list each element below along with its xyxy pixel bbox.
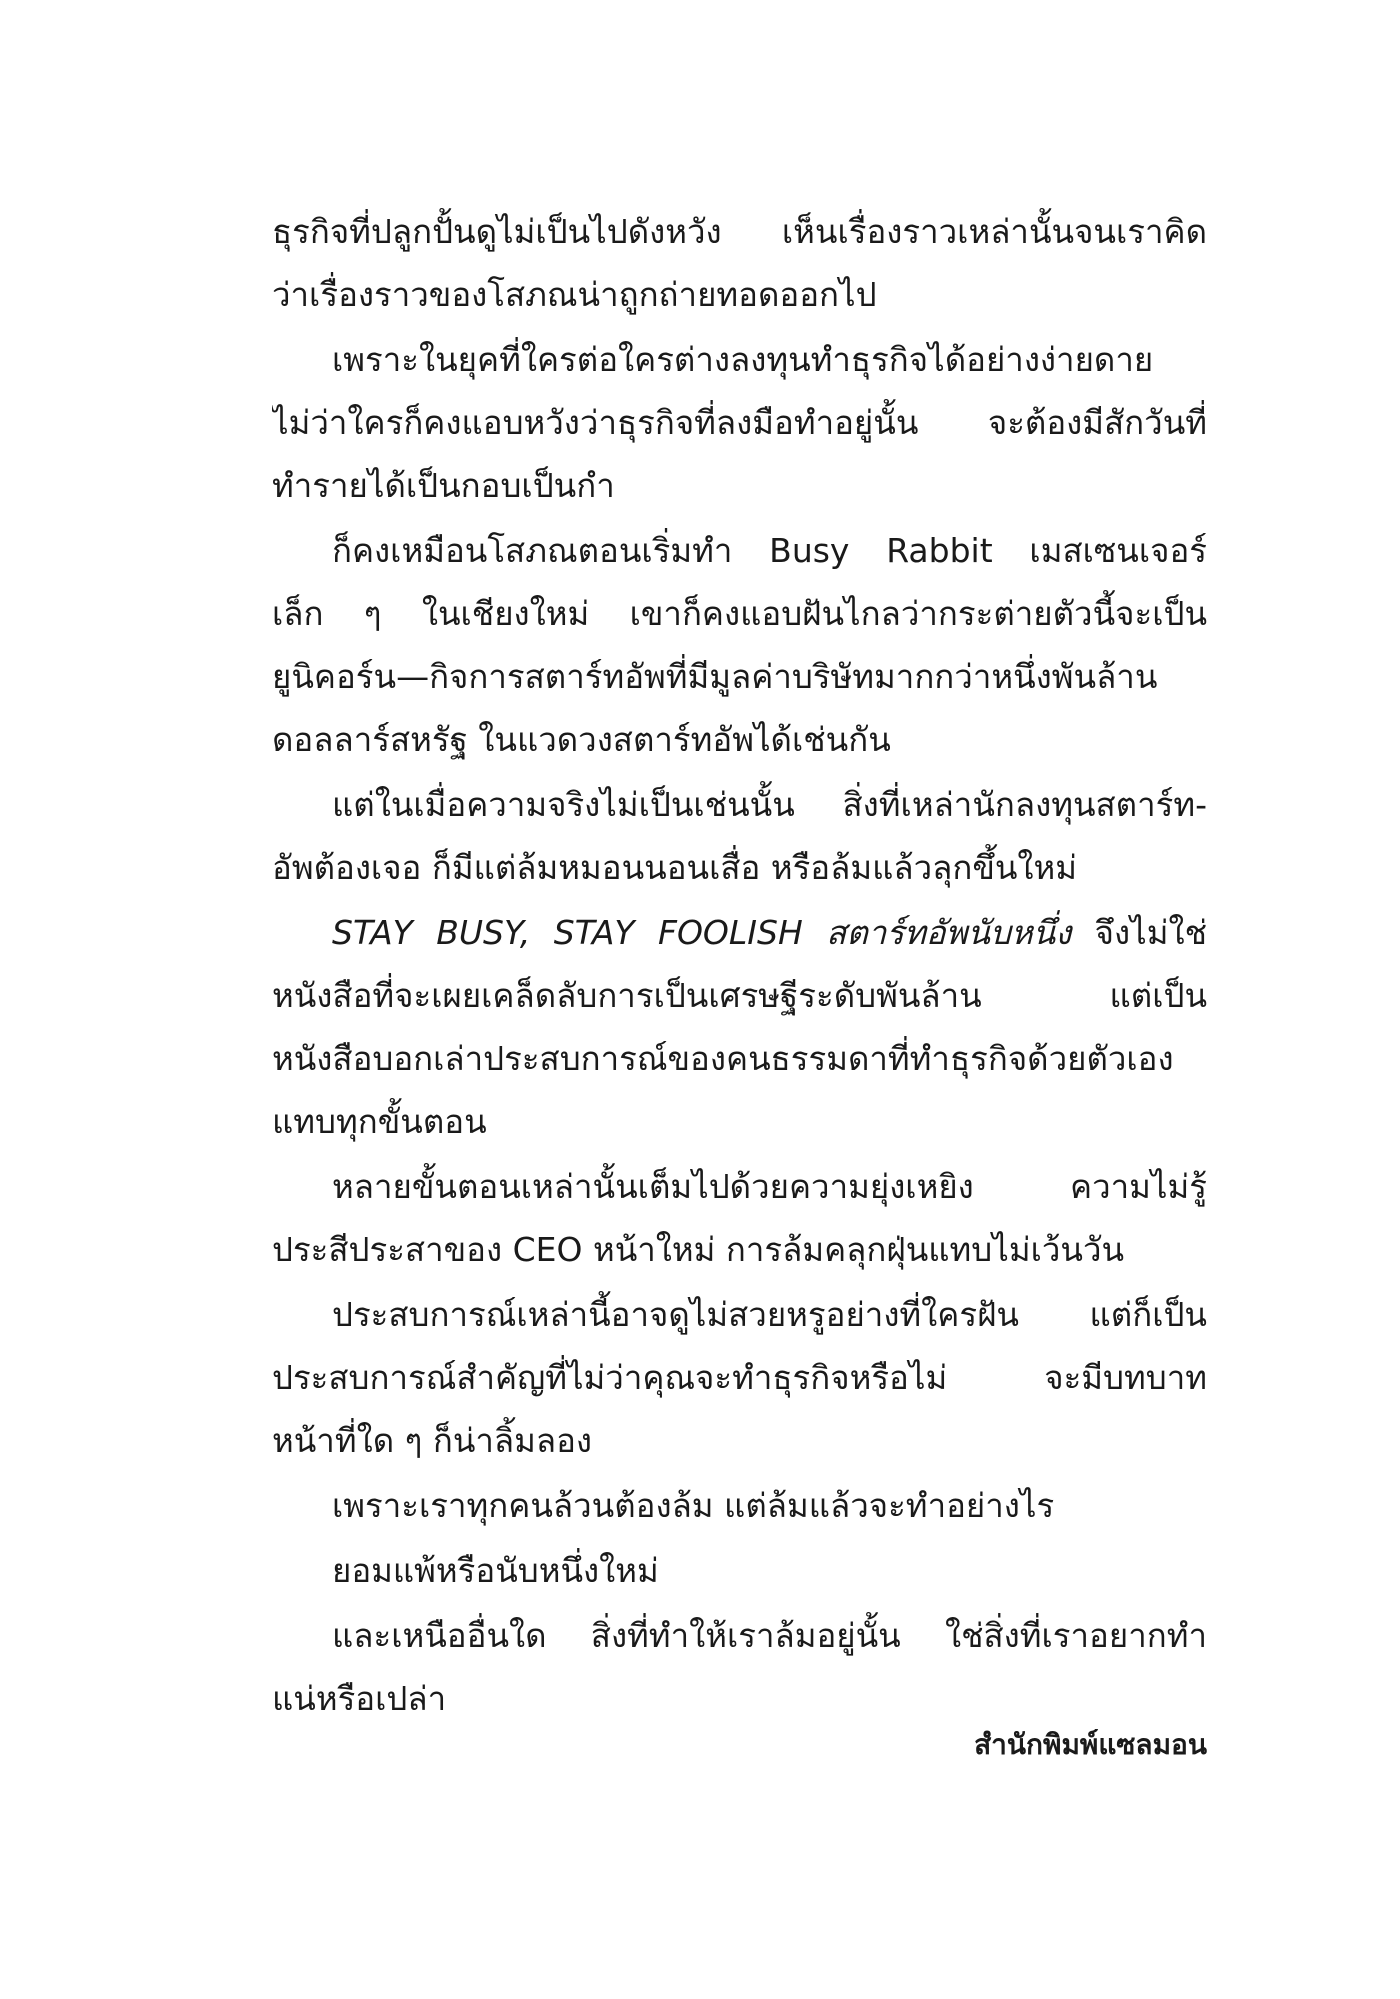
text-line: ดอลลาร์สหรัฐ ในแวดวงสตาร์ทอัพได้เช่นกัน bbox=[272, 720, 891, 759]
text-line: ก็คงเหมือนโสภณตอนเริ่มทำ Busy Rabbit เมสเซนเจอร์ bbox=[332, 531, 1207, 570]
book-title-italic: STAY BUSY, STAY FOOLISH สตาร์ทอัพนับหนึ่ง bbox=[332, 913, 1072, 952]
text-line: แน่หรือเปล่า bbox=[272, 1679, 447, 1718]
body-text bbox=[272, 200, 1207, 1732]
text-line: หนังสือบอกเล่าประสบการณ์ของคนธรรมดาที่ทำธุรกิจด้วยตัวเอง bbox=[272, 1039, 1174, 1078]
text-line: ว่าเรื่องราวของโสภณน่าถูกถ่ายทอดออกไป bbox=[272, 275, 877, 314]
text-line: หลายขั้นตอนเหล่านั้นเต็มไปด้วยความยุ่งเหยิง ความไม่รู้ bbox=[332, 1167, 1207, 1206]
text-line: ธุรกิจที่ปลูกปั้นดูไม่เป็นไปดังหวัง เห็นเรื่องราวเหล่านั้นจนเราคิด bbox=[272, 212, 1207, 251]
text-line: และเหนืออื่นใด สิ่งที่ทำให้เราล้มอยู่นั้น ใช่สิ่งที่เราอยากทำ bbox=[332, 1616, 1207, 1655]
text-line: ไม่ว่าใครก็คงแอบหวังว่าธุรกิจที่ลงมือทำอยู่นั้น จะต้องมีสักวันที่ bbox=[272, 403, 1207, 442]
paragraph bbox=[272, 519, 1207, 771]
paragraph bbox=[272, 200, 1207, 326]
text-line: อัพต้องเจอ ก็มีแต่ล้มหมอนนอนเสื่อ หรือล้มแล้วลุกขึ้นใหม่ bbox=[272, 848, 1078, 887]
text-line: เพราะเราทุกคนล้วนต้องล้ม แต่ล้มแล้วจะทำอย่างไร bbox=[332, 1486, 1055, 1525]
text-line: แทบทุกขั้นตอน bbox=[272, 1102, 487, 1141]
text-line: ประสีประสาของ CEO หน้าใหม่ การล้มคลุกฝุ่นแทบไม่เว้นวัน bbox=[272, 1230, 1125, 1269]
text-line: ยอมแพ้หรือนับหนึ่งใหม่ bbox=[332, 1551, 659, 1590]
paragraph bbox=[272, 1283, 1207, 1472]
text-line: หน้าที่ใด ๆ ก็น่าลิ้มลอง bbox=[272, 1421, 593, 1460]
text-line: หนังสือที่จะเผยเคล็ดลับการเป็นเศรษฐีระดับพันล้าน แต่เป็น bbox=[272, 976, 1207, 1015]
text-line: ทำรายได้เป็นกอบเป็นกำ bbox=[272, 466, 615, 505]
paragraph bbox=[272, 1539, 1207, 1602]
text-line bbox=[272, 901, 1207, 964]
paragraph bbox=[272, 1474, 1207, 1537]
text-run: จึงไม่ใช่ bbox=[1071, 913, 1207, 952]
publisher-signature: สำนักพิมพ์แซลมอน bbox=[974, 1728, 1207, 1761]
text-line: เพราะในยุคที่ใครต่อใครต่างลงทุนทำธุรกิจได้อย่างง่ายดาย bbox=[332, 340, 1154, 379]
paragraph bbox=[272, 1155, 1207, 1281]
text-line: ประสบการณ์สำคัญที่ไม่ว่าคุณจะทำธุรกิจหรือไม่ จะมีบทบาท bbox=[272, 1358, 1207, 1397]
paragraph bbox=[272, 901, 1207, 1153]
text-line: แต่ในเมื่อความจริงไม่เป็นเช่นนั้น สิ่งที่เหล่านักลงทุนสตาร์ท- bbox=[332, 785, 1207, 824]
text-line: ประสบการณ์เหล่านี้อาจดูไม่สวยหรูอย่างที่ใครฝัน แต่ก็เป็น bbox=[332, 1295, 1207, 1334]
paragraph bbox=[272, 328, 1207, 517]
text-line: ยูนิคอร์น—กิจการสตาร์ทอัพที่มีมูลค่าบริษัทมากกว่าหนึ่งพันล้าน bbox=[272, 657, 1158, 696]
paragraph bbox=[272, 773, 1207, 899]
paragraph bbox=[272, 1604, 1207, 1730]
text-line: เล็ก ๆ ในเชียงใหม่ เขาก็คงแอบฝันไกลว่ากระต่ายตัวนี้จะเป็น bbox=[272, 594, 1207, 633]
